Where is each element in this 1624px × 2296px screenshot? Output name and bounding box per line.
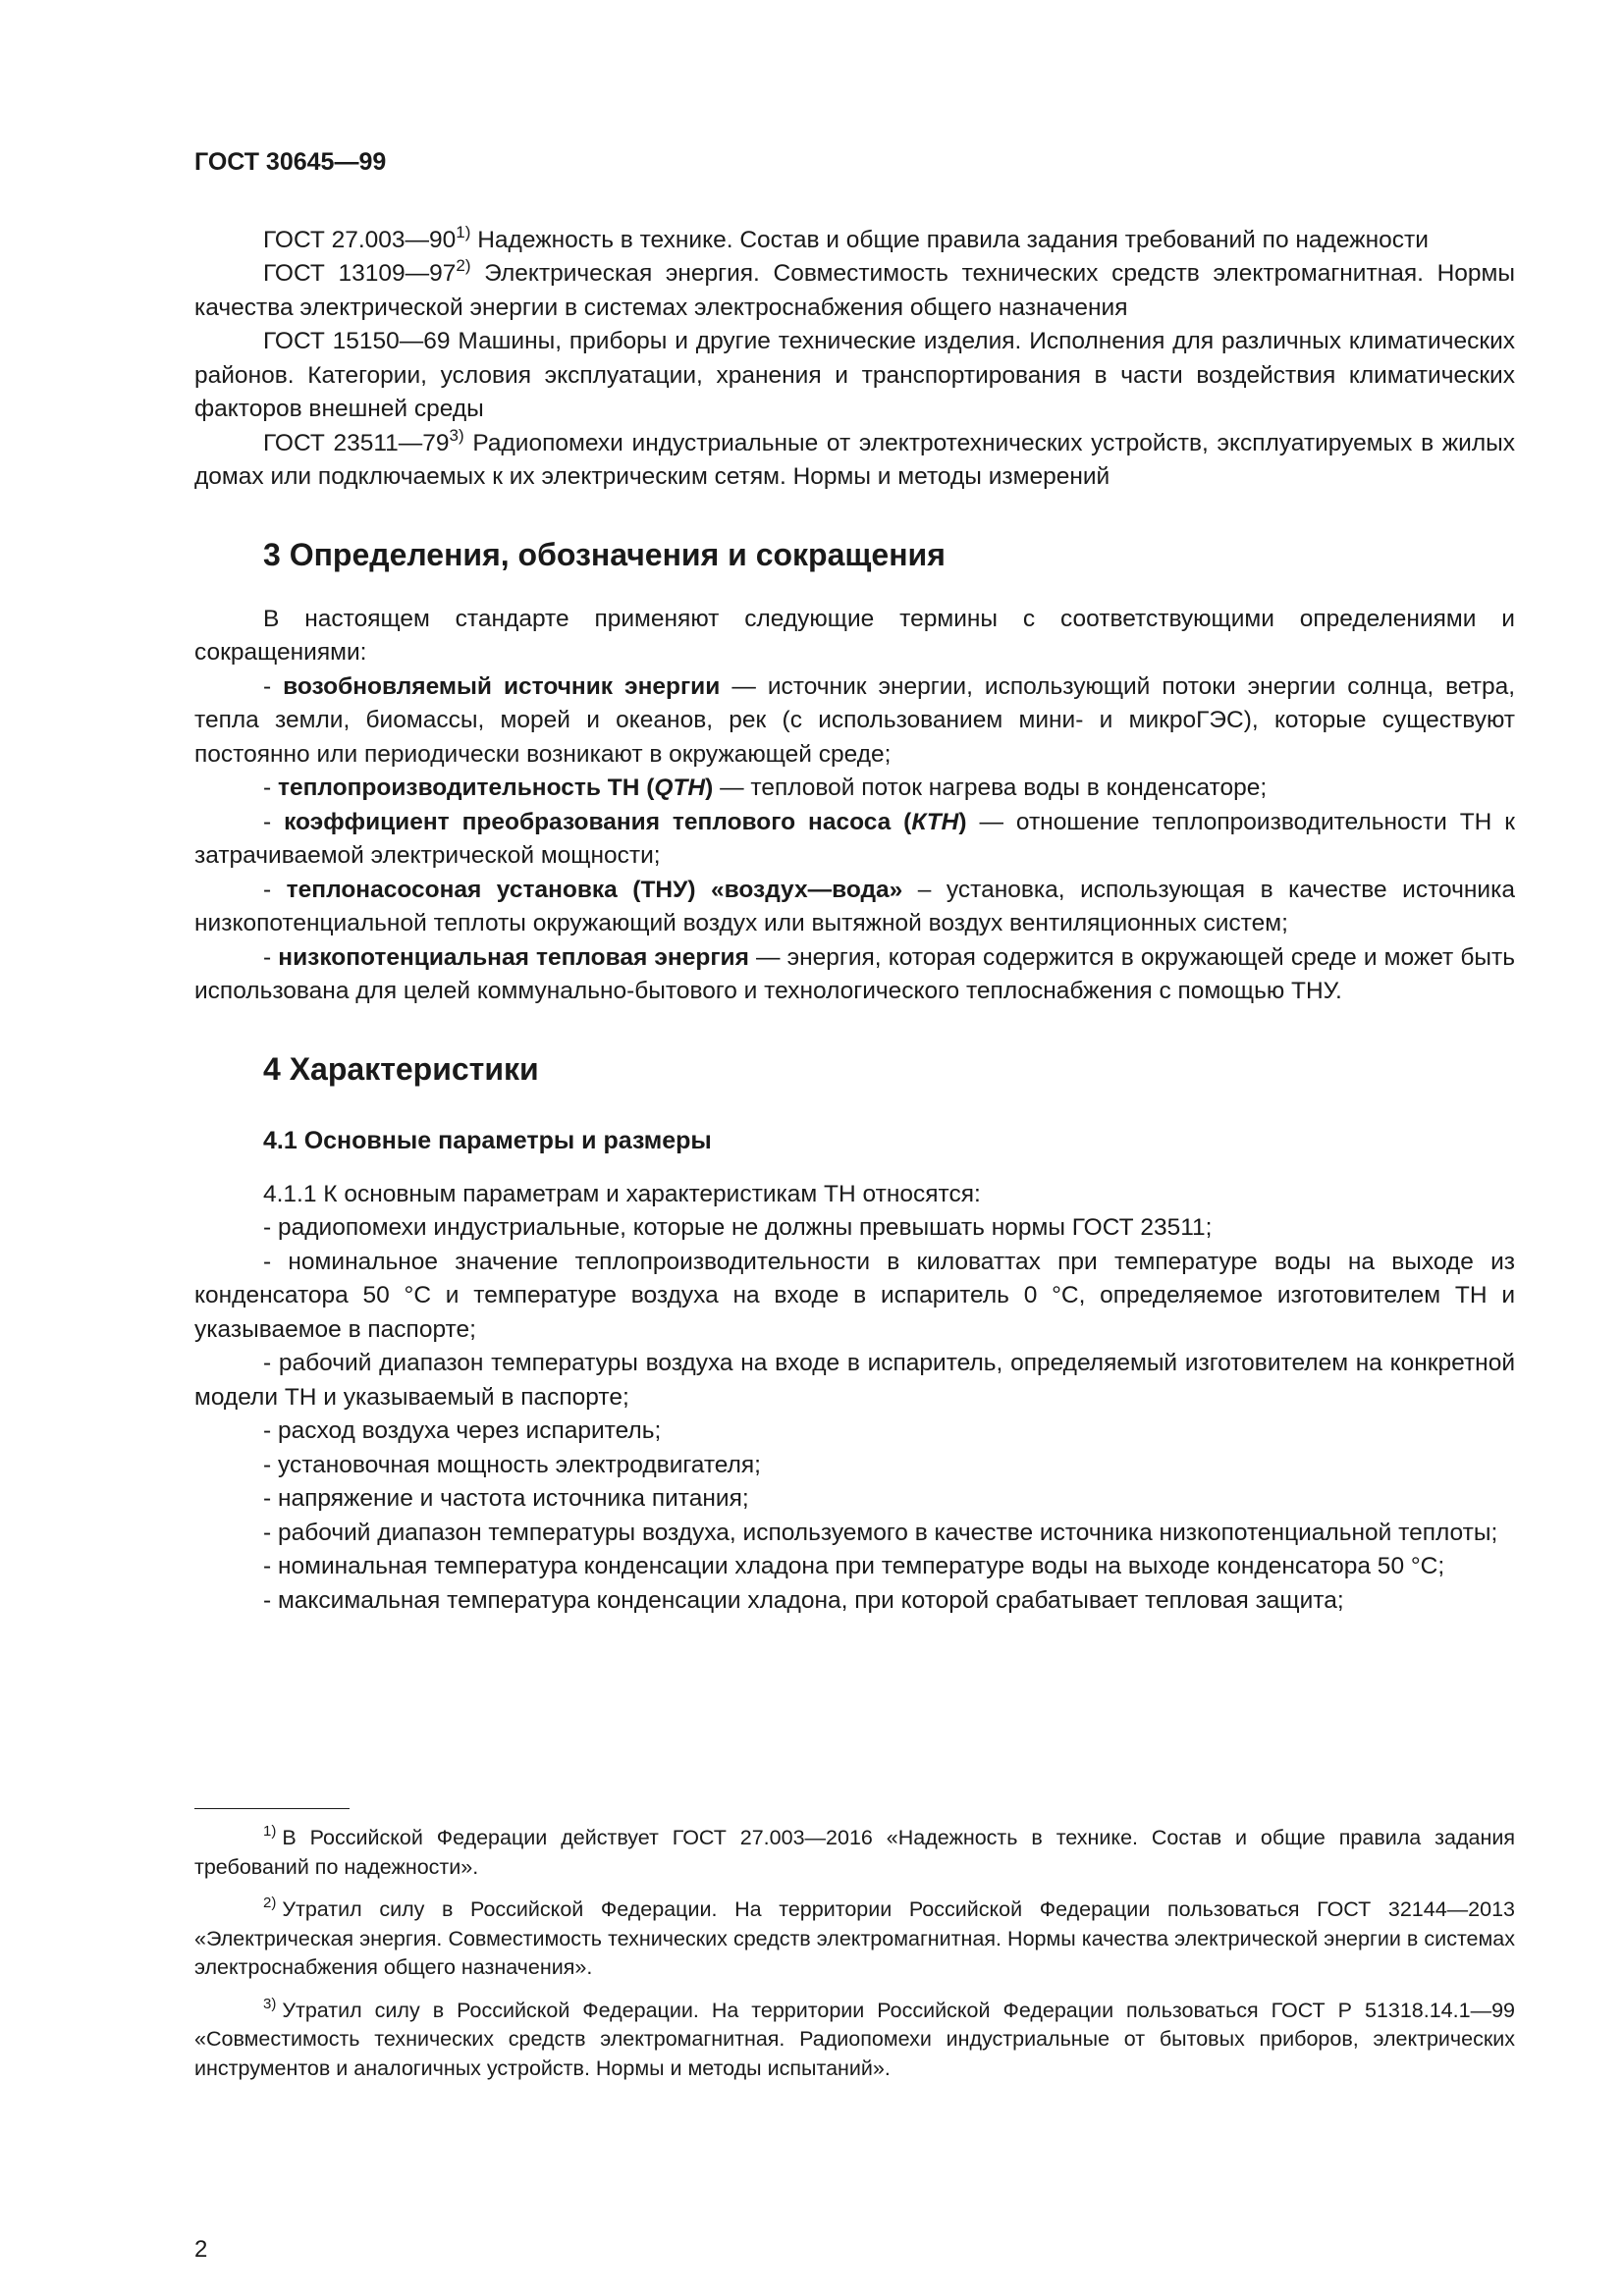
list-item: - напряжение и частота источника питания;: [263, 1485, 749, 1512]
definition-term: теплопроизводительность ТН (: [277, 774, 655, 801]
footnote-text: Утратил силу в Российской Федерации. На территории Российской Федерации пользоваться ГОСТ Р 51318.14.1—99 «Совместимость технических средств электромагнитная. Радиопомехи индустриальные от бытовых приборов, электрических инструментов и аналогичных устройств. Нормы и методы испытаний».: [194, 1998, 1515, 2080]
list-item: - рабочий диапазон температуры воздуха на входе в испаритель, определяемый изготовителем на конкретной модели ТН и указываемый в паспорте;: [194, 1350, 1515, 1411]
reference-code: ГОСТ 13109—97: [263, 260, 457, 287]
reference-title: Надежность в технике. Состав и общие правила задания требований по надежности: [477, 226, 1429, 253]
definition-abbreviation: QТН: [654, 774, 706, 801]
reference-item: [194, 427, 1515, 495]
footnote-number: 1): [263, 1823, 277, 1840]
normative-references: [194, 224, 1515, 495]
footnote: [194, 1824, 1515, 1882]
definition-text: — источник энергии, использующий потоки энергии солнца, ветра, тепла земли, биомассы, морей и океанов, рек (с использованием мини- и микроГЭС), которые существуют постоянно или периодически возникают в окружающей среде;: [194, 672, 1516, 768]
definition-text: — отношение теплопроизводительности ТН к затрачиваемой электрической мощности;: [194, 808, 1515, 869]
reference-code: ГОСТ 23511—79: [263, 429, 450, 456]
footnote-text: Утратил силу в Российской Федерации. На территории Российской Федерации пользоваться ГОСТ 32144—2013 «Электрическая энергия. Совместимость технических средств электромагнитная. Нормы качества электрической энергии в системах электроснабжения общего назначения».: [194, 1897, 1515, 1979]
clause-lead: 4.1.1 К основным параметрам и характеристикам ТН относятся:: [263, 1180, 981, 1207]
footnote-mark[interactable]: 3): [449, 425, 464, 445]
page-body: [194, 145, 1515, 1618]
list-item: - номинальное значение теплопроизводительности в киловаттах при температуре воды на выходе из конденсатора 50 °С и температуре воздуха на входе в испаритель 0 °С, определяемое изготовителем ТН и указываемое в паспорте;: [194, 1248, 1515, 1343]
list-item: - расход воздуха через испаритель;: [263, 1417, 662, 1444]
definition-term: теплонасосоная установка (ТНУ) «воздух—вода»: [286, 876, 903, 903]
footnote-text: В Российской Федерации действует ГОСТ 27.003—2016 «Надежность в технике. Состав и общие правила задания требований по надежности».: [194, 1826, 1515, 1879]
definition-term: коэффициент преобразования теплового насоса (: [284, 808, 912, 835]
definitions-intro: В настоящем стандарте применяют следующие термины с соответствующими определениями и сокращениями:: [194, 605, 1515, 666]
section-3-heading: 3 Определения, обозначения и сокращения: [263, 536, 946, 572]
page-number: 2: [194, 2236, 208, 2263]
definition-item: - теплопроизводительность ТН (QТН) — тепловой поток нагрева воды в конденсаторе;: [263, 774, 1268, 801]
definition-item: - коэффициент преобразования теплового насоса (КТН) — отношение теплопроизводительности ТН к затрачиваемой электрической мощности;: [194, 808, 1515, 869]
definition-text: — энергия, которая содержится в окружающей среде и может быть использована для целей коммунально-бытового и технологического теплоснабжения с помощью ТНУ.: [194, 943, 1515, 1004]
footnote-number: 2): [263, 1895, 277, 1911]
footnote-number: 3): [263, 1995, 277, 2012]
definition-abbreviation: КТН: [911, 808, 959, 835]
definition-item: - теплонасосоная установка (ТНУ) «воздух—вода» – установка, использующая в качестве источника низкопотенциальной теплоты окружающий воздух или вытяжной воздух вентиляционных систем;: [194, 876, 1515, 936]
footnote-mark[interactable]: 1): [456, 222, 471, 241]
definitions-section: [194, 603, 1515, 1009]
list-item: - номинальная температура конденсации хладона при температуре воды на выходе конденсатора 50 °С;: [263, 1553, 1445, 1579]
list-item: - радиопомехи индустриальные, которые не должны превышать нормы ГОСТ 23511;: [263, 1214, 1213, 1241]
footnote-separator: [194, 1808, 350, 1809]
footnote: [194, 1997, 1515, 2084]
document-code-header: ГОСТ 30645—99: [194, 148, 387, 176]
section-4-heading: 4 Характеристики: [263, 1050, 539, 1087]
definition-item: - возобновляемый источник энергии — источник энергии, использующий потоки энергии солнца, ветра, тепла земли, биомассы, морей и океанов, рек (с использованием мини- и микроГЭС), которые существуют постоянно или периодически возникают в окружающей среде;: [194, 672, 1516, 768]
reference-code: ГОСТ 15150—69: [263, 328, 451, 354]
footnote-mark[interactable]: 2): [456, 256, 471, 275]
definition-text: – установка, использующая в качестве источника низкопотенциальной теплоты окружающий воздух или вытяжной воздух вентиляционных систем;: [194, 876, 1515, 936]
reference-item: [194, 325, 1515, 427]
reference-title: Электрическая энергия. Совместимость технических средств электромагнитная. Нормы качества электрической энергии в системах электроснабжения общего назначения: [194, 260, 1516, 321]
definition-term: возобновляемый источник энергии: [283, 672, 721, 700]
reference-item: [194, 224, 1515, 258]
subsection-4-1-heading: 4.1 Основные параметры и размеры: [263, 1126, 712, 1154]
list-item: - установочная мощность электродвигателя;: [263, 1451, 761, 1478]
definition-text: — тепловой поток нагрева воды в конденсаторе;: [713, 774, 1268, 801]
reference-title: Радиопомехи индустриальные от электротехнических устройств, эксплуатируемых в жилых домах или подключаемых к их электрическим сетям. Нормы и методы измерений: [194, 429, 1515, 490]
reference-title: Машины, приборы и другие технические изделия. Исполнения для различных климатических районов. Категории, условия эксплуатации, хранения и транспортирования в части воздействия климатических факторов внешней среды: [194, 328, 1515, 422]
reference-code: ГОСТ 27.003—90: [263, 226, 457, 253]
list-item: - рабочий диапазон температуры воздуха, используемого в качестве источника низкопотенциальной теплоты;: [263, 1519, 1498, 1546]
definition-term: низкопотенциальная тепловая энергия: [278, 943, 749, 971]
definition-item: - низкопотенциальная тепловая энергия — энергия, которая содержится в окружающей среде и может быть использована для целей коммунально-бытового и технологического теплоснабжения с помощью ТНУ.: [194, 943, 1515, 1004]
reference-item: [194, 257, 1515, 325]
footnote: [194, 1896, 1515, 1983]
list-item: - максимальная температура конденсации хладона, при которой срабатывает тепловая защита;: [263, 1586, 1344, 1614]
footnotes: [194, 1824, 1515, 2097]
characteristics-list: [194, 1178, 1515, 1619]
